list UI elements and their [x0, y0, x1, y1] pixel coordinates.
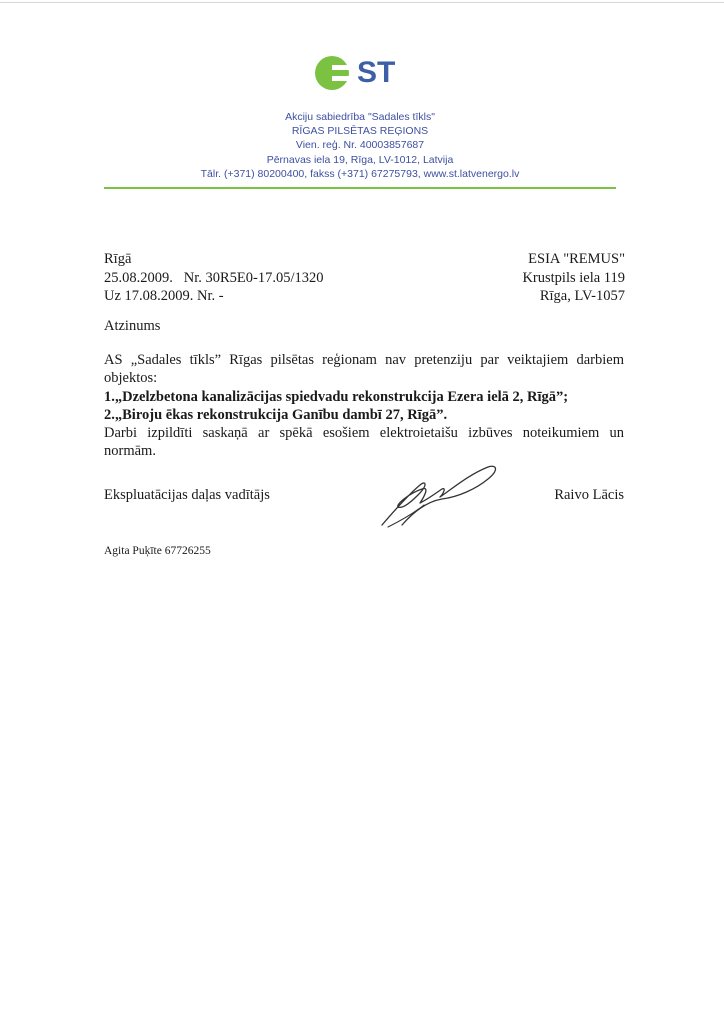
org-address: Pērnavas iela 19, Rīga, LV-1012, Latvija [266, 153, 454, 166]
body-line-2: objektos: [104, 370, 158, 387]
reply-reference: Uz 17.08.2009. Nr. - [104, 288, 224, 304]
letter-body [104, 351, 624, 461]
object-item-2: 2.„Biroju ēkas rekonstrukcija Ganību dambī 27, Rīgā”. [104, 406, 448, 423]
header-divider [104, 187, 616, 189]
st-logo-icon [314, 55, 350, 91]
contact-person: Agita Puķīte 67726255 [104, 545, 211, 557]
body-line-3: Darbi izpildīti saskaņā ar spēkā esošiem elektroietaišu izbūves noteikumiem un [104, 425, 624, 442]
signatory-position: Ekspluatācijas daļas vadītājs [104, 487, 270, 503]
org-contacts: Tālr. (+371) 80200400, fakss (+371) 67275793, www.st.latvenergo.lv [200, 167, 520, 180]
sender-block [104, 250, 324, 306]
org-region: RĪGAS PILSĒTAS REĢIONS [291, 125, 429, 138]
recipient-block [420, 250, 625, 306]
body-line-1: AS „Sadales tīkls” Rīgas pilsētas reģionam nav pretenziju par veiktajiem darbiem [104, 352, 624, 368]
top-edge-line [0, 2, 724, 3]
document-date-number: 25.08.2009. Nr. 30R5E0-17.05/1320 [104, 269, 324, 286]
document-subject: Atzinums [104, 318, 161, 334]
object-item-1: 1.„Dzelzbetona kanalizācijas spiedvadu rekonstrukcija Ezera ielā 2, Rīgā”; [104, 388, 569, 405]
recipient-city: Rīga, LV-1057 [539, 288, 625, 304]
organization-details [150, 110, 570, 181]
handwritten-signature [380, 463, 505, 531]
company-logo [314, 52, 395, 94]
org-name: Akciju sabiedrība "Sadales tīkls" [285, 111, 435, 123]
signatory-name: Raivo Lācis [554, 487, 624, 503]
recipient-name: ESIA "REMUS" [528, 251, 625, 267]
recipient-street: Krustpils iela 119 [522, 269, 625, 286]
body-line-4: normām. [104, 443, 156, 460]
logo-text: ST [357, 56, 396, 89]
org-reg-number: Vien. reģ. Nr. 40003857687 [295, 139, 425, 152]
sender-city: Rīgā [104, 251, 132, 267]
